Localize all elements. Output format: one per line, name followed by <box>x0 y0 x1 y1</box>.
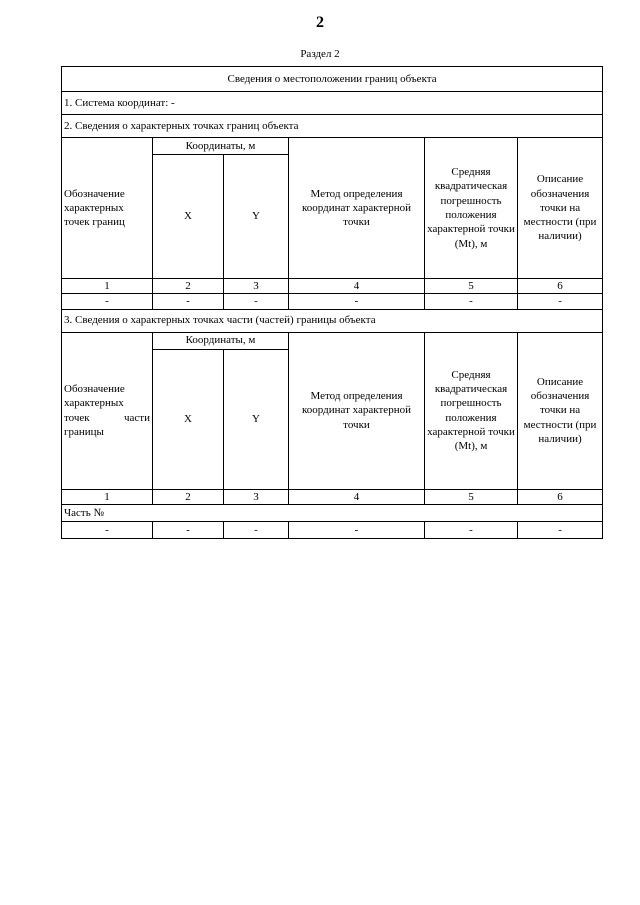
section3-heading: 3. Сведения о характерных точках части (частей) границы объекта <box>62 309 603 332</box>
s2-col-coordinates: Координаты, м <box>153 138 289 155</box>
s3-num-4: 4 <box>289 489 425 504</box>
s3-cell-4: - <box>289 521 425 538</box>
s2-num-3: 3 <box>224 279 289 294</box>
s2-num-6: 6 <box>518 279 603 294</box>
s3-col-description: Описание обозначения точки на местности (при наличии) <box>518 332 603 489</box>
s2-col-x: X <box>153 155 224 279</box>
s3-num-1: 1 <box>62 489 153 504</box>
s3-col-y: Y <box>224 349 289 489</box>
s3-cell-3: - <box>224 521 289 538</box>
section2-heading: 2. Сведения о характерных точках границ объекта <box>62 115 603 138</box>
s2-col-method: Метод определения координат характерной точки <box>289 138 425 279</box>
table-title: Сведения о местоположении границ объекта <box>62 67 603 92</box>
s3-col-method: Метод определения координат характерной точки <box>289 332 425 489</box>
boundary-info-table <box>61 66 603 539</box>
s2-col-designation: Обозначение характерных точек границ <box>62 138 153 279</box>
s2-cell-3: - <box>224 294 289 309</box>
s2-col-y: Y <box>224 155 289 279</box>
s2-num-4: 4 <box>289 279 425 294</box>
s3-col-error: Средняя квадратическая погрешность положения характерной точки (Mt), м <box>425 332 518 489</box>
s3-num-3: 3 <box>224 489 289 504</box>
s3-part-label: Часть № <box>62 504 603 521</box>
s2-cell-6: - <box>518 294 603 309</box>
page-number: 2 <box>316 14 324 31</box>
s3-num-5: 5 <box>425 489 518 504</box>
s2-cell-5: - <box>425 294 518 309</box>
s3-num-6: 6 <box>518 489 603 504</box>
section-label: Раздел 2 <box>300 48 340 60</box>
s2-cell-4: - <box>289 294 425 309</box>
s3-cell-1: - <box>62 521 153 538</box>
coordinate-system: 1. Система координат: - <box>62 92 603 115</box>
s2-cell-1: - <box>62 294 153 309</box>
s2-num-5: 5 <box>425 279 518 294</box>
s3-num-2: 2 <box>153 489 224 504</box>
s3-col-x: X <box>153 349 224 489</box>
s2-num-1: 1 <box>62 279 153 294</box>
s2-num-2: 2 <box>153 279 224 294</box>
s2-col-error: Средняя квадратическая погрешность положения характерной точки (Mt), м <box>425 138 518 279</box>
s3-cell-2: - <box>153 521 224 538</box>
s2-cell-2: - <box>153 294 224 309</box>
s2-col-description: Описание обозначения точки на местности (при наличии) <box>518 138 603 279</box>
s3-col-designation: Обозначение характерных точек части границы <box>62 332 153 489</box>
s3-col-coordinates: Координаты, м <box>153 332 289 349</box>
s3-cell-5: - <box>425 521 518 538</box>
s3-cell-6: - <box>518 521 603 538</box>
